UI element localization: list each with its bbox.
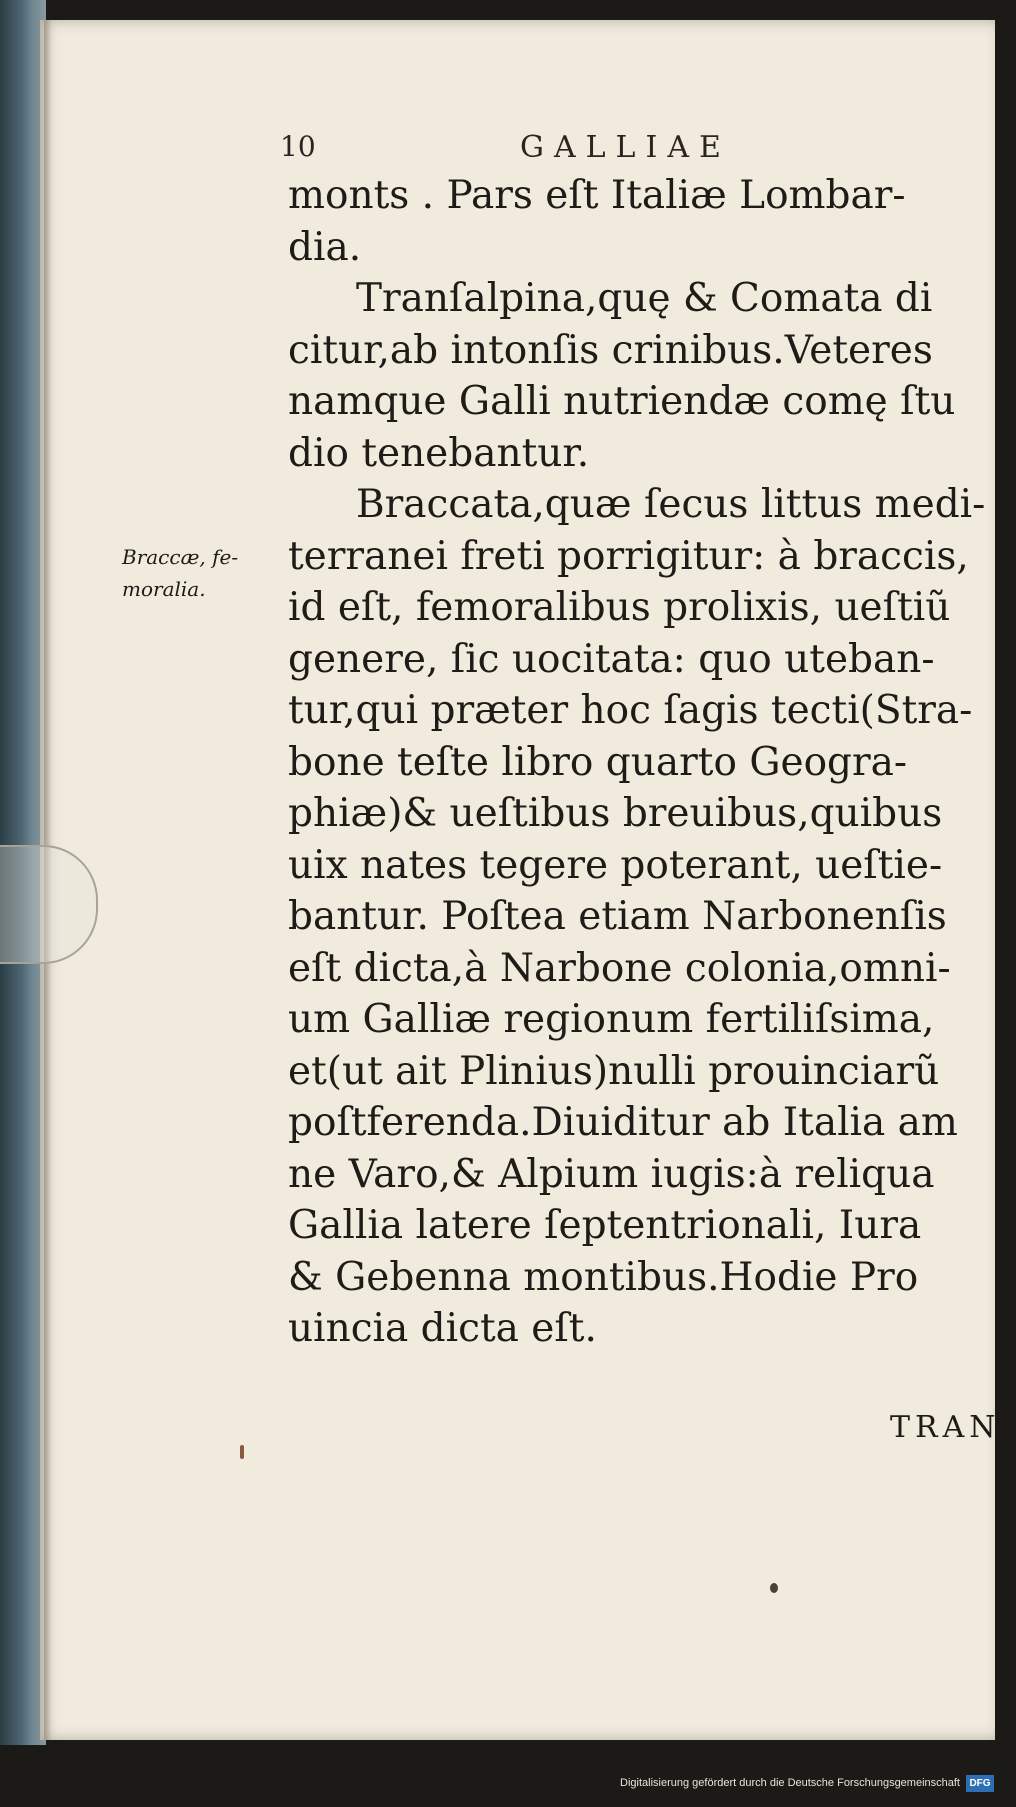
text-line: id eſt, femoralibus prolixis, ueſtiũ bbox=[288, 585, 951, 630]
running-title: GALLIAE bbox=[520, 130, 731, 165]
page-number: 10 bbox=[280, 130, 316, 163]
text-line: uix nates tegere poterant, ueſtie- bbox=[288, 842, 943, 888]
text-line: poſtferenda.Diuiditur ab Italia am bbox=[288, 1100, 958, 1145]
ink-spot bbox=[240, 1445, 244, 1459]
text-line: ne Varo,& Alpium iugis:à reliqua bbox=[288, 1151, 935, 1197]
ink-spot bbox=[770, 1583, 778, 1593]
running-head bbox=[280, 130, 880, 170]
text-line: dia. bbox=[288, 224, 362, 270]
text-line: Tranſalpina,quę & Comata di bbox=[356, 276, 933, 321]
page-tab-marker bbox=[0, 845, 98, 964]
text-line: genere, ſic uocitata: quo uteban- bbox=[288, 636, 935, 682]
text-line: um Galliæ regionum fertiliſsima, bbox=[288, 997, 935, 1042]
text-line: & Gebenna montibus.Hodie Pro bbox=[288, 1254, 919, 1300]
text-line: terranei freti porrigitur: à braccis, bbox=[288, 533, 969, 579]
catchword: TRAN- bbox=[890, 1410, 1016, 1445]
text-line: Braccata,quæ ſecus littus medi- bbox=[356, 482, 986, 527]
text-line: monts . Pars eſt Italiæ Lombar- bbox=[288, 173, 906, 218]
funding-credit: Digitalisierung gefördert durch die Deutsche Forschungsgemeinschaft bbox=[620, 1777, 960, 1789]
text-line: Gallia latere ſeptentrionali, Iura bbox=[288, 1203, 922, 1248]
digitization-footer bbox=[0, 1765, 1000, 1807]
text-line: bantur. Poſtea etiam Narbonenſis bbox=[288, 894, 947, 939]
text-line: et(ut ait Plinius)nulli prouinciarũ bbox=[288, 1048, 940, 1094]
dfg-logo: DFG bbox=[966, 1775, 994, 1792]
marginal-note-line: Braccæ, fe- bbox=[122, 545, 239, 569]
text-line: eſt dicta,à Narbone colonia,omni- bbox=[288, 945, 951, 991]
text-line: bone teſte libro quarto Geogra- bbox=[288, 739, 908, 785]
text-line: dio tenebantur. bbox=[288, 430, 590, 476]
text-line: citur,ab intonſis crinibus.Veteres bbox=[288, 327, 933, 373]
text-line: uincia dicta eſt. bbox=[288, 1306, 597, 1351]
text-line: namque Galli nutriendæ comę ſtu bbox=[288, 379, 956, 424]
text-line: phiæ)& ueſtibus breuibus,quibus bbox=[288, 791, 943, 836]
marginal-note bbox=[122, 541, 292, 605]
marginal-note-line: moralia. bbox=[122, 577, 206, 601]
body-text bbox=[288, 170, 988, 1355]
text-line: tur,qui præter hoc ſagis tecti(Stra- bbox=[288, 688, 973, 733]
